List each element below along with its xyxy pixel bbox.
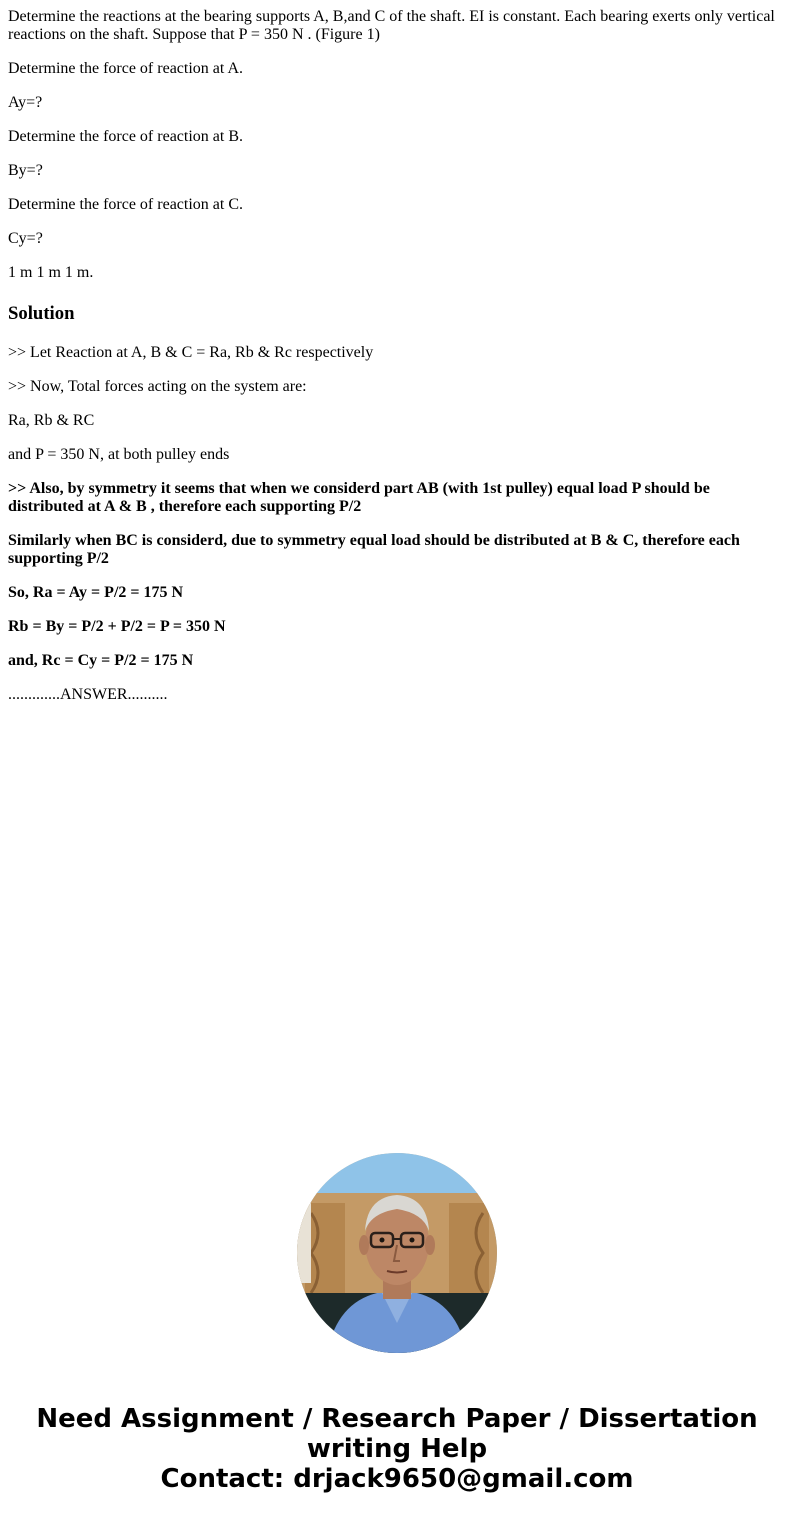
part-a-prompt: Determine the force of reaction at A. <box>8 60 243 77</box>
author-avatar <box>297 1153 497 1353</box>
answer-marker: .............ANSWER.......... <box>8 686 168 703</box>
solution-line-3: Ra, Rb & RC <box>8 412 95 429</box>
promo-line-1: Need Assignment / Research Paper / Dissertation <box>36 1404 758 1434</box>
solution-line-4: and P = 350 N, at both pulley ends <box>8 446 230 463</box>
solution-line-2: >> Now, Total forces acting on the system are: <box>8 378 307 395</box>
part-c-prompt: Determine the force of reaction at C. <box>8 196 243 213</box>
solution-result-a: So, Ra = Ay = P/2 = 175 N <box>8 584 184 601</box>
document-body <box>8 8 786 720</box>
solution-line-6: Similarly when BC is considerd, due to symmetry equal load should be distributed at B & C, therefore each supporting P/2 <box>8 532 740 567</box>
solution-heading: Solution <box>8 303 75 324</box>
part-b-prompt: Determine the force of reaction at B. <box>8 128 243 145</box>
solution-result-b: Rb = By = P/2 + P/2 = P = 350 N <box>8 618 226 635</box>
solution-line-1: >> Let Reaction at A, B & C = Ra, Rb & Rc respectively <box>8 344 374 361</box>
promo-line-2: writing Help <box>306 1434 488 1464</box>
solution-result-c: and, Rc = Cy = P/2 = 175 N <box>8 652 194 669</box>
question-intro: Determine the reactions at the bearing supports A, B,and C of the shaft. EI is constant. Each bearing exerts only vertical reactions on the shaft. Suppose that P = 350 N . (Figure 1) <box>8 8 775 43</box>
figure-dimensions: 1 m 1 m 1 m. <box>8 264 94 281</box>
part-a-answer: Ay=? <box>8 94 43 111</box>
part-b-answer: By=? <box>8 162 43 179</box>
part-c-answer: Cy=? <box>8 230 43 247</box>
author-portrait-image <box>297 1153 497 1353</box>
promo-contact: Contact: drjack9650@gmail.com <box>160 1464 634 1494</box>
solution-line-5: >> Also, by symmetry it seems that when we considerd part AB (with 1st pulley) equal load P should be distributed at A & B , therefore each supporting P/2 <box>8 480 710 515</box>
promo-banner <box>0 1404 794 1494</box>
